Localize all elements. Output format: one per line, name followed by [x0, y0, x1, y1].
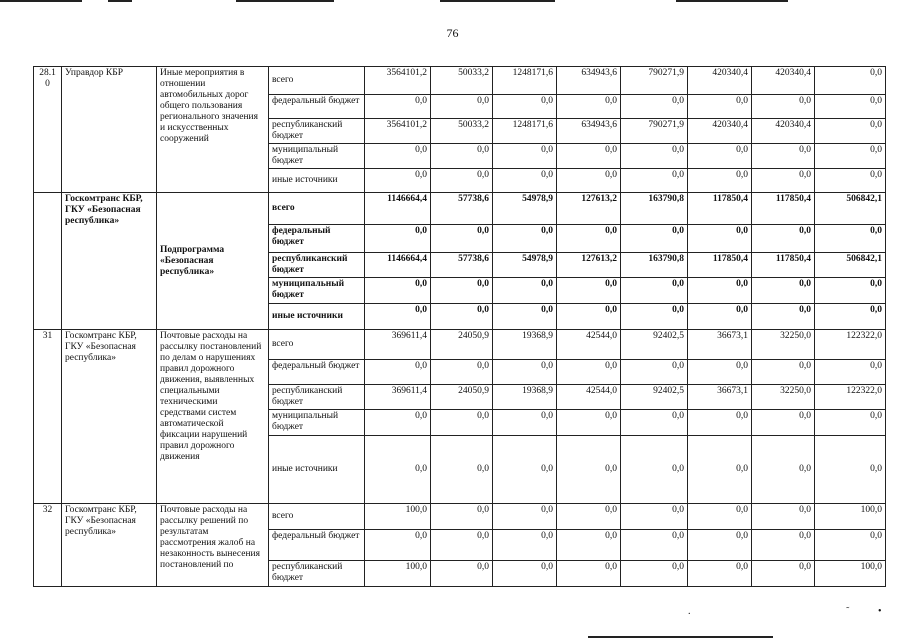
amount-cell: 420340,4: [752, 67, 815, 95]
amount-cell: 0,0: [365, 278, 431, 304]
amount-cell: 0,0: [621, 169, 688, 193]
executor-cell: Управдор КБР: [62, 67, 157, 193]
amount-cell: 0,0: [431, 169, 493, 193]
amount-cell: 506842,1: [815, 253, 886, 278]
amount-cell: 163790,8: [621, 253, 688, 278]
funding-source-cell: федеральный бюджет: [269, 360, 365, 385]
row-index: [34, 193, 62, 330]
amount-cell: 1248171,6: [493, 119, 557, 144]
amount-cell: 0,0: [815, 144, 886, 169]
amount-cell: 0,0: [752, 144, 815, 169]
executor-cell: Госкомтранс КБР, ГКУ «Безопасная республика»: [62, 504, 157, 587]
amount-cell: 100,0: [365, 561, 431, 587]
amount-cell: 0,0: [752, 504, 815, 530]
amount-cell: 92402,5: [621, 330, 688, 360]
amount-cell: 0,0: [431, 95, 493, 119]
amount-cell: 0,0: [557, 304, 621, 330]
table-row: [34, 330, 886, 360]
funding-source-cell: всего: [269, 330, 365, 360]
amount-cell: 0,0: [621, 144, 688, 169]
amount-cell: 0,0: [431, 410, 493, 436]
amount-cell: 0,0: [688, 304, 752, 330]
amount-cell: 100,0: [815, 561, 886, 587]
amount-cell: 0,0: [621, 530, 688, 561]
amount-cell: 0,0: [557, 504, 621, 530]
amount-cell: 0,0: [493, 304, 557, 330]
amount-cell: 0,0: [365, 95, 431, 119]
amount-cell: 57738,6: [431, 193, 493, 225]
scan-artifact-line: [440, 0, 555, 2]
amount-cell: 117850,4: [688, 193, 752, 225]
funding-source-cell: республиканский бюджет: [269, 119, 365, 144]
amount-cell: 0,0: [431, 304, 493, 330]
funding-source-cell: республиканский бюджет: [269, 561, 365, 587]
funding-source-cell: муниципальный бюджет: [269, 410, 365, 436]
amount-cell: 0,0: [688, 360, 752, 385]
amount-cell: 0,0: [621, 278, 688, 304]
activity-cell: Иные мероприятия в отношении автомобильных дорог общего пользования регионального значения и искусственных сооружений: [157, 67, 269, 193]
amount-cell: 0,0: [431, 360, 493, 385]
row-index: 31: [34, 330, 62, 504]
amount-cell: 0,0: [752, 436, 815, 504]
amount-cell: 19368,9: [493, 385, 557, 410]
amount-cell: 0,0: [752, 304, 815, 330]
amount-cell: 0,0: [752, 278, 815, 304]
amount-cell: 0,0: [621, 304, 688, 330]
amount-cell: 0,0: [688, 436, 752, 504]
amount-cell: 117850,4: [688, 253, 752, 278]
amount-cell: 117850,4: [752, 193, 815, 225]
amount-cell: 0,0: [815, 410, 886, 436]
funding-source-cell: всего: [269, 504, 365, 530]
amount-cell: 54978,9: [493, 193, 557, 225]
amount-cell: 122322,0: [815, 385, 886, 410]
amount-cell: 1146664,4: [365, 193, 431, 225]
amount-cell: 0,0: [557, 561, 621, 587]
amount-cell: 0,0: [431, 225, 493, 253]
amount-cell: 0,0: [365, 304, 431, 330]
amount-cell: 0,0: [815, 225, 886, 253]
amount-cell: 0,0: [365, 410, 431, 436]
amount-cell: 0,0: [365, 360, 431, 385]
amount-cell: 0,0: [815, 304, 886, 330]
amount-cell: 0,0: [557, 225, 621, 253]
amount-cell: 420340,4: [752, 119, 815, 144]
amount-cell: 0,0: [815, 67, 886, 95]
amount-cell: 634943,6: [557, 119, 621, 144]
scan-artifact-line: [0, 0, 82, 2]
scan-speck: ˜: [846, 606, 850, 617]
amount-cell: 0,0: [688, 144, 752, 169]
amount-cell: 117850,4: [752, 253, 815, 278]
page-number: 76: [446, 26, 459, 40]
scan-artifact-line: [108, 0, 132, 2]
amount-cell: 42544,0: [557, 330, 621, 360]
table-row: [34, 504, 886, 530]
table-row: [34, 67, 886, 95]
amount-cell: 3564101,2: [365, 119, 431, 144]
funding-source-cell: иные источники: [269, 304, 365, 330]
amount-cell: 0,0: [365, 225, 431, 253]
amount-cell: 0,0: [493, 169, 557, 193]
amount-cell: 0,0: [493, 436, 557, 504]
amount-cell: 0,0: [752, 225, 815, 253]
amount-cell: 0,0: [621, 561, 688, 587]
amount-cell: 0,0: [688, 530, 752, 561]
amount-cell: 0,0: [557, 410, 621, 436]
amount-cell: 0,0: [493, 95, 557, 119]
scan-speck: .: [688, 606, 691, 617]
amount-cell: 0,0: [493, 530, 557, 561]
amount-cell: 0,0: [557, 436, 621, 504]
amount-cell: 0,0: [431, 144, 493, 169]
amount-cell: 0,0: [688, 278, 752, 304]
table-row: [34, 193, 886, 225]
amount-cell: 0,0: [621, 360, 688, 385]
amount-cell: 24050,9: [431, 330, 493, 360]
amount-cell: 369611,4: [365, 330, 431, 360]
activity-cell: Подпрограмма «Безопасная республика»: [157, 193, 269, 330]
amount-cell: 0,0: [815, 436, 886, 504]
scan-artifact-line: [236, 0, 334, 2]
amount-cell: 1248171,6: [493, 67, 557, 95]
funding-source-cell: федеральный бюджет: [269, 95, 365, 119]
amount-cell: 0,0: [688, 95, 752, 119]
amount-cell: 0,0: [752, 410, 815, 436]
amount-cell: 0,0: [431, 504, 493, 530]
row-index: 28.1 0: [34, 67, 62, 193]
amount-cell: 0,0: [557, 144, 621, 169]
amount-cell: 0,0: [431, 278, 493, 304]
amount-cell: 127613,2: [557, 253, 621, 278]
funding-source-cell: республиканский бюджет: [269, 385, 365, 410]
amount-cell: 0,0: [493, 410, 557, 436]
amount-cell: 790271,9: [621, 119, 688, 144]
amount-cell: 3564101,2: [365, 67, 431, 95]
amount-cell: 127613,2: [557, 193, 621, 225]
amount-cell: 0,0: [557, 530, 621, 561]
funding-source-cell: федеральный бюджет: [269, 530, 365, 561]
funding-source-cell: всего: [269, 193, 365, 225]
amount-cell: 0,0: [365, 169, 431, 193]
amount-cell: 0,0: [815, 119, 886, 144]
amount-cell: 0,0: [752, 169, 815, 193]
budget-table: [33, 66, 886, 587]
amount-cell: 0,0: [621, 410, 688, 436]
scan-speck: •: [878, 606, 882, 617]
amount-cell: 24050,9: [431, 385, 493, 410]
amount-cell: 0,0: [493, 360, 557, 385]
amount-cell: 0,0: [688, 225, 752, 253]
amount-cell: 100,0: [815, 504, 886, 530]
amount-cell: 0,0: [752, 95, 815, 119]
amount-cell: 0,0: [688, 410, 752, 436]
amount-cell: 32250,0: [752, 385, 815, 410]
amount-cell: 0,0: [688, 561, 752, 587]
funding-source-cell: иные источники: [269, 169, 365, 193]
amount-cell: 32250,0: [752, 330, 815, 360]
amount-cell: 0,0: [431, 530, 493, 561]
amount-cell: 122322,0: [815, 330, 886, 360]
amount-cell: 54978,9: [493, 253, 557, 278]
amount-cell: 0,0: [493, 561, 557, 587]
amount-cell: 0,0: [815, 530, 886, 561]
amount-cell: 0,0: [621, 504, 688, 530]
amount-cell: 0,0: [815, 360, 886, 385]
amount-cell: 0,0: [621, 436, 688, 504]
amount-cell: 0,0: [621, 95, 688, 119]
amount-cell: 506842,1: [815, 193, 886, 225]
amount-cell: 0,0: [557, 278, 621, 304]
amount-cell: 0,0: [688, 169, 752, 193]
funding-source-cell: федеральный бюджет: [269, 225, 365, 253]
amount-cell: 634943,6: [557, 67, 621, 95]
amount-cell: 163790,8: [621, 193, 688, 225]
amount-cell: 0,0: [557, 169, 621, 193]
amount-cell: 1146664,4: [365, 253, 431, 278]
funding-source-cell: муниципальный бюджет: [269, 144, 365, 169]
amount-cell: 42544,0: [557, 385, 621, 410]
amount-cell: 0,0: [752, 360, 815, 385]
amount-cell: 0,0: [431, 561, 493, 587]
amount-cell: 50033,2: [431, 67, 493, 95]
amount-cell: 790271,9: [621, 67, 688, 95]
amount-cell: 0,0: [752, 561, 815, 587]
scan-artifact-line: [588, 636, 773, 638]
amount-cell: 0,0: [365, 530, 431, 561]
amount-cell: 0,0: [493, 504, 557, 530]
amount-cell: 0,0: [365, 144, 431, 169]
amount-cell: 0,0: [815, 95, 886, 119]
amount-cell: 0,0: [431, 436, 493, 504]
amount-cell: 0,0: [815, 169, 886, 193]
amount-cell: 420340,4: [688, 67, 752, 95]
amount-cell: 57738,6: [431, 253, 493, 278]
amount-cell: 100,0: [365, 504, 431, 530]
executor-cell: Госкомтранс КБР, ГКУ «Безопасная республика»: [62, 193, 157, 330]
amount-cell: 0,0: [365, 436, 431, 504]
funding-source-cell: республиканский бюджет: [269, 253, 365, 278]
amount-cell: 0,0: [493, 278, 557, 304]
row-index: 32: [34, 504, 62, 587]
scan-artifact-line: [676, 0, 788, 2]
amount-cell: 0,0: [493, 225, 557, 253]
amount-cell: 420340,4: [688, 119, 752, 144]
amount-cell: 36673,1: [688, 385, 752, 410]
funding-source-cell: иные источники: [269, 436, 365, 504]
amount-cell: 0,0: [752, 530, 815, 561]
amount-cell: 0,0: [493, 144, 557, 169]
amount-cell: 369611,4: [365, 385, 431, 410]
amount-cell: 0,0: [815, 278, 886, 304]
funding-source-cell: всего: [269, 67, 365, 95]
activity-cell: Почтовые расходы на рассылку постановлений по делам о нарушениях правил дорожного движения, выявленных специальными техническими средствами систем автоматической фиксации нарушений правил дорожного движения: [157, 330, 269, 504]
amount-cell: 0,0: [557, 360, 621, 385]
amount-cell: 0,0: [688, 504, 752, 530]
amount-cell: 50033,2: [431, 119, 493, 144]
funding-source-cell: муниципальный бюджет: [269, 278, 365, 304]
amount-cell: 0,0: [557, 95, 621, 119]
executor-cell: Госкомтранс КБР, ГКУ «Безопасная республика»: [62, 330, 157, 504]
amount-cell: 0,0: [621, 225, 688, 253]
amount-cell: 92402,5: [621, 385, 688, 410]
amount-cell: 19368,9: [493, 330, 557, 360]
amount-cell: 36673,1: [688, 330, 752, 360]
activity-cell: Почтовые расходы на рассылку решений по результатам рассмотрения жалоб на незаконность вынесения постановлений по: [157, 504, 269, 587]
